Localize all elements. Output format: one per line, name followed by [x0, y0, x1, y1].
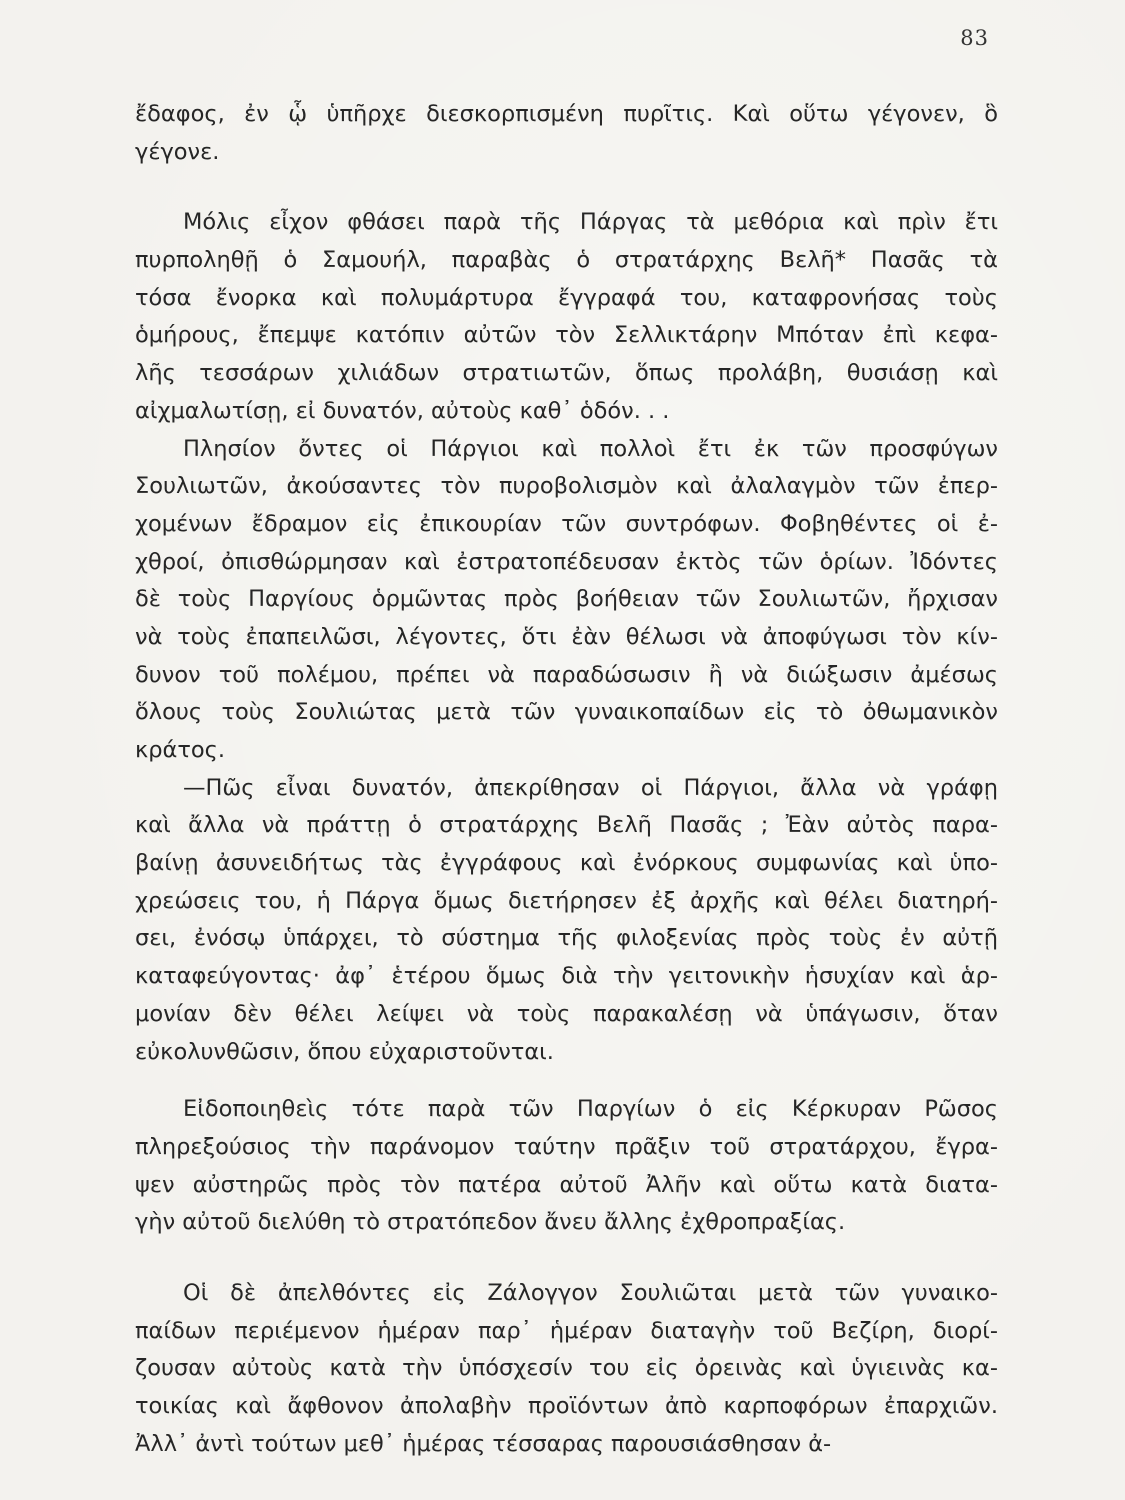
paragraph	[135, 96, 998, 171]
text-line: ὁμήρους, ἔπεμψε κατόπιν αὐτῶν τὸν Σελλικτάρην Μπόταν ἐπὶ κεφα-	[135, 322, 998, 349]
paragraph	[135, 1091, 998, 1242]
text-line: λῆς τεσσάρων χιλιάδων στρατιωτῶν, ὅπως προλάβη, θυσιάσῃ καὶ	[135, 360, 998, 387]
text-line: δὲ τοὺς Παργίους ὁρμῶντας πρὸς βοήθειαν τῶν Σουλιωτῶν, ἤρχισαν	[135, 586, 998, 613]
text-line: μονίαν δὲν θέλει λείψει νὰ τοὺς παρακαλέσῃ νὰ ὑπάγωσιν, ὅταν	[135, 1000, 998, 1027]
text-line: γέγονε.	[135, 138, 220, 165]
text-line: βαίνῃ ἀσυνειδήτως τὰς ἐγγράφους καὶ ἐνόρκους συμφωνίας καὶ ὑπο-	[135, 850, 998, 877]
text-line: καταφεύγοντας· ἀφ᾿ ἑτέρου ὅμως διὰ τὴν γειτονικὴν ἡσυχίαν καὶ ἁρ-	[135, 963, 998, 990]
paragraph-gap	[135, 1071, 998, 1091]
text-line: Σουλιωτῶν, ἀκούσαντες τὸν πυροβολισμὸν καὶ ἀλαλαγμὸν τῶν ἐπερ-	[135, 473, 998, 500]
text-line: Πλησίον ὄντες οἱ Πάργιοι καὶ πολλοὶ ἔτι ἐκ τῶν προσφύγων	[183, 435, 998, 462]
paragraph-gap	[135, 1242, 998, 1275]
text-line: ἔδαφος, ἐν ᾧ ὑπῆρχε διεσκορπισμένη πυρῖτις. Καὶ οὕτω γέγονεν, ὃ	[135, 101, 998, 127]
text-line: τοικίας καὶ ἄφθονον ἀπολαβὴν προϊόντων ἀπὸ καρποφόρων ἐπαρχιῶν.	[135, 1393, 998, 1419]
text-line: χθροί, ὀπισθώρμησαν καὶ ἐστρατοπέδευσαν ἐκτὸς τῶν ὁρίων. Ἰδόντες	[135, 548, 998, 575]
text-line: καὶ ἄλλα νὰ πράττῃ ὁ στρατάρχης Βελῆ Πασᾶς ; Ἐὰν αὐτὸς παρα-	[135, 812, 998, 839]
text-line: Εἰδοποιηθεὶς τότε παρὰ τῶν Παργίων ὁ εἰς Κέρκυραν Ρῶσος	[183, 1096, 998, 1123]
text-line: εὐκολυνθῶσιν, ὅπου εὐχαριστοῦνται.	[135, 1038, 554, 1065]
text-line: πληρεξούσιος τὴν παράνομον ταύτην πρᾶξιν τοῦ στρατάρχου, ἔγρα-	[135, 1133, 998, 1160]
text-line: γὴν αὐτοῦ διελύθη τὸ στρατόπεδον ἄνευ ἄλλης ἐχθροπραξίας.	[135, 1209, 846, 1236]
paragraph-gap	[135, 171, 998, 204]
text-line: σει, ἐνόσῳ ὑπάρχει, τὸ σύστημα τῆς φιλοξενίας πρὸς τοὺς ἐν αὐτῇ	[135, 925, 998, 952]
paragraph	[135, 770, 998, 1072]
text-line: ψεν αὐστηρῶς πρὸς τὸν πατέρα αὐτοῦ Ἀλῆν καὶ οὕτω κατὰ διατα-	[135, 1171, 998, 1198]
text-line: αἰχμαλωτίσῃ, εἰ δυνατόν, αὐτοὺς καθ᾿ ὁδόν. . .	[135, 397, 670, 424]
paragraph	[135, 431, 998, 770]
text-line: χρεώσεις του, ἡ Πάργα ὅμως διετήρησεν ἐξ ἀρχῆς καὶ θέλει διατηρή-	[135, 887, 998, 914]
paragraph	[135, 204, 998, 430]
text-line: Ἀλλ᾿ ἀντὶ τούτων μεθ᾿ ἡμέρας τέσσαρας παρουσιάσθησαν ἀ-	[135, 1430, 832, 1457]
text-line: χομένων ἔδραμον εἰς ἐπικουρίαν τῶν συντρόφων. Φοβηθέντες οἱ ἐ-	[135, 510, 998, 537]
text-line: Οἱ δὲ ἀπελθόντες εἰς Ζάλογγον Σουλιῶται μετὰ τῶν γυναικο-	[183, 1279, 998, 1306]
text-line: ὅλους τοὺς Σουλιώτας μετὰ τῶν γυναικοπαίδων εἰς τὸ ὀθωμανικὸν	[135, 699, 998, 726]
paragraph	[135, 1275, 998, 1463]
text-line: Μόλις εἶχον φθάσει παρὰ τῆς Πάργας τὰ μεθόρια καὶ πρὶν ἔτι	[183, 209, 998, 236]
body-text	[135, 96, 998, 1463]
page-number: 83	[960, 26, 989, 50]
text-line: —Πῶς εἶναι δυνατόν, ἀπεκρίθησαν οἱ Πάργιοι, ἄλλα νὰ γράφῃ	[183, 774, 998, 801]
text-line: νὰ τοὺς ἐπαπειλῶσι, λέγοντες, ὅτι ἐὰν θέλωσι νὰ ἀποφύγωσι τὸν κίν-	[135, 623, 998, 650]
text-line: δυνον τοῦ πολέμου, πρέπει νὰ παραδώσωσιν ἢ νὰ διώξωσιν ἀμέσως	[135, 661, 998, 688]
text-line: τόσα ἔνορκα καὶ πολυμάρτυρα ἔγγραφά του, καταφρονήσας τοὺς	[135, 284, 998, 311]
text-line: ζουσαν αὐτοὺς κατὰ τὴν ὑπόσχεσίν του εἰς ὀρεινὰς καὶ ὑγιεινὰς κα-	[135, 1355, 998, 1382]
text-line: πυρποληθῇ ὁ Σαμουήλ, παραβὰς ὁ στρατάρχης Βελῆ* Πασᾶς τὰ	[135, 247, 998, 274]
text-line: κράτος.	[135, 737, 226, 763]
text-line: παίδων περιέμενον ἡμέραν παρ᾿ ἡμέραν διαταγὴν τοῦ Βεζίρη, διορί-	[135, 1317, 998, 1344]
